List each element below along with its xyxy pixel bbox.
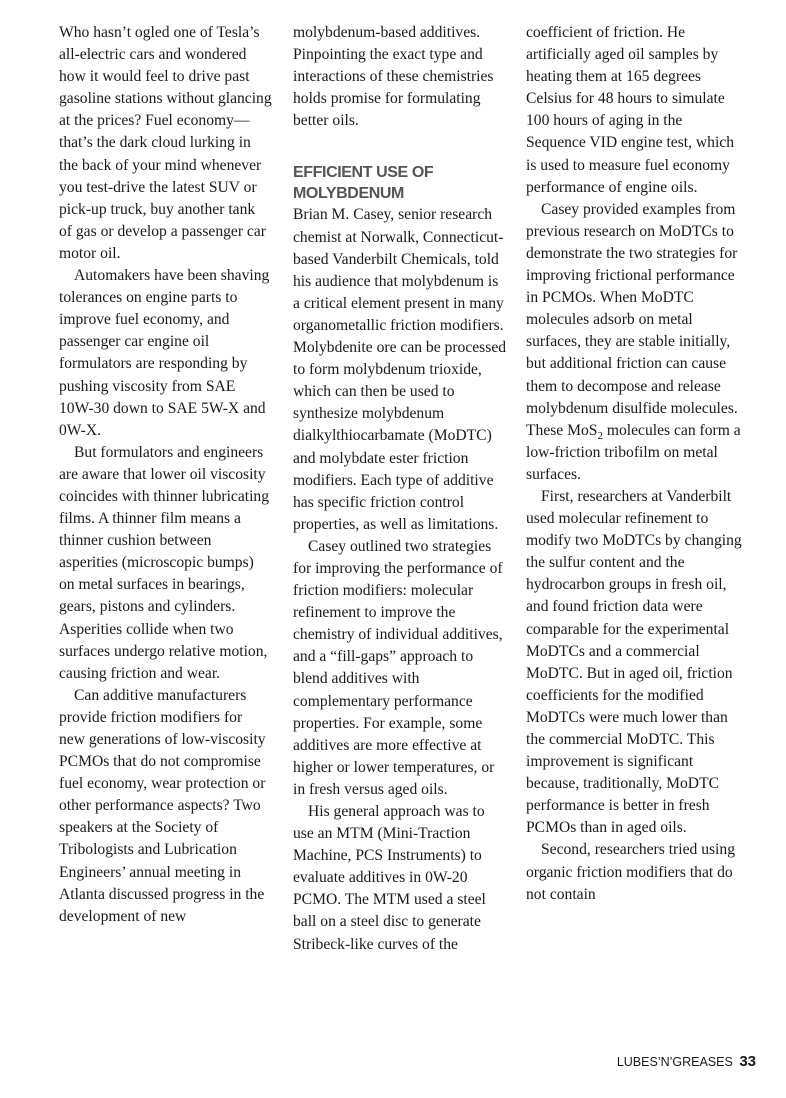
paragraph: coefficient of friction. He artificially aged oil samples by heating them at 165 degrees Celsius for 48 hours to simulate 100 hours of aging in the Sequence VID engine test, which is used to measure fuel economy performance of engine oils. (526, 24, 735, 196)
page-footer (617, 1053, 756, 1070)
subscript: 2 (597, 429, 603, 442)
section-heading: EFFICIENT USE OF MOLYBDENUM (293, 164, 434, 203)
column-3 (526, 22, 742, 906)
paragraph: Who hasn’t ogled one of Tesla’s all-electric cars and wondered how it would feel to drive past gasoline stations without glancing at the prices? Fuel economy—that’s the dark cloud lurking in the back of your mind whenever you test-drive the latest SUV or pick-up truck, buy another tank of gas or develop a passenger car motor oil. (59, 24, 272, 262)
paragraph-text: Casey provided examples from previous research on MoDTCs to demonstrate the two strategies for improving frictional performance in PCMOs. When MoDTC molecules adsorb on metal surfaces, they are stable initially, but additional friction can cause them to decompose and release molybdenum disulfide molecules. These MoS (526, 200, 738, 439)
paragraph: First, researchers at Vanderbilt used molecular refinement to modify two MoDTCs by changing the sulfur content and the hydrocarbon groups in fresh oil, and found friction data were comparable for the experimental MoDTCs and a commercial MoDTC. But in aged oil, friction coefficients for the modified MoDTCs were much lower than the commercial MoDTC. This improvement is significant because, traditionally, MoDTC performance is better in fresh PCMOs than in aged oils. (526, 487, 742, 837)
paragraph: His general approach was to use an MTM (Mini-Traction Machine, PCS Instruments) to evaluate additives in 0W-20 PCMO. The MTM used a steel ball on a steel disc to generate Stribeck-like curves of the (293, 803, 486, 953)
paragraph: Can additive manufacturers provide friction modifiers for new generations of low-viscosity PCMOs that do not compromise fuel economy, wear protection or other performance aspects? Two speakers at the Society of Tribologists and Lubrication Engineers’ annual meeting in Atlanta discussed progress in the development of new (59, 686, 266, 925)
paragraph: Brian M. Casey, senior research chemist at Norwalk, Connecticut-based Vanderbilt Chemicals, told his audience that molybdenum is a critical element present in many organometallic friction modifiers. Molybdenite ore can be processed to form molybdenum trioxide, which can then be used to synthesize molybdenum dialkylthiocarbamate (MoDTC) and molybdate ester friction modifiers. Each type of additive has specific friction control properties, as well as limitations. (293, 206, 507, 533)
page-number: 33 (739, 1053, 756, 1070)
paragraph: Automakers have been shaving tolerances on engine parts to improve fuel economy, and passenger car engine oil formulators are responding by pushing viscosity from SAE 10W-30 down to SAE 5W-X and 0W-X. (59, 267, 270, 439)
publication-name: LUBES’N’GREASES (616, 1055, 733, 1069)
paragraph: Second, researchers tried using organic friction modifiers that do not contain (526, 841, 735, 903)
paragraph (526, 199, 742, 486)
paragraph-text: molecules can form a low-friction tribofilm on metal surfaces. (526, 421, 741, 483)
column-2 (293, 22, 509, 956)
column-1 (59, 22, 272, 928)
paragraph: Casey outlined two strategies for improving the performance of friction modifiers: molecular refinement to improve the chemistry of individual additives, and a “fill-gaps” approach to blend additives with complementary performance properties. For example, some additives are more effective at higher or lower temperatures, or in fresh versus aged oils. (293, 537, 503, 798)
paragraph: molybdenum-based additives. Pinpointing the exact type and interactions of these chemistries holds promise for formulating better oils. (293, 24, 494, 130)
paragraph: But formulators and engineers are aware that lower oil viscosity coincides with thinner lubricating films. A thinner film means a thinner cushion between asperities (microscopic bumps) on metal surfaces in bearings, gears, pistons and cylinders. Asperities collide when two surfaces undergo relative motion, causing friction and wear. (59, 443, 270, 682)
